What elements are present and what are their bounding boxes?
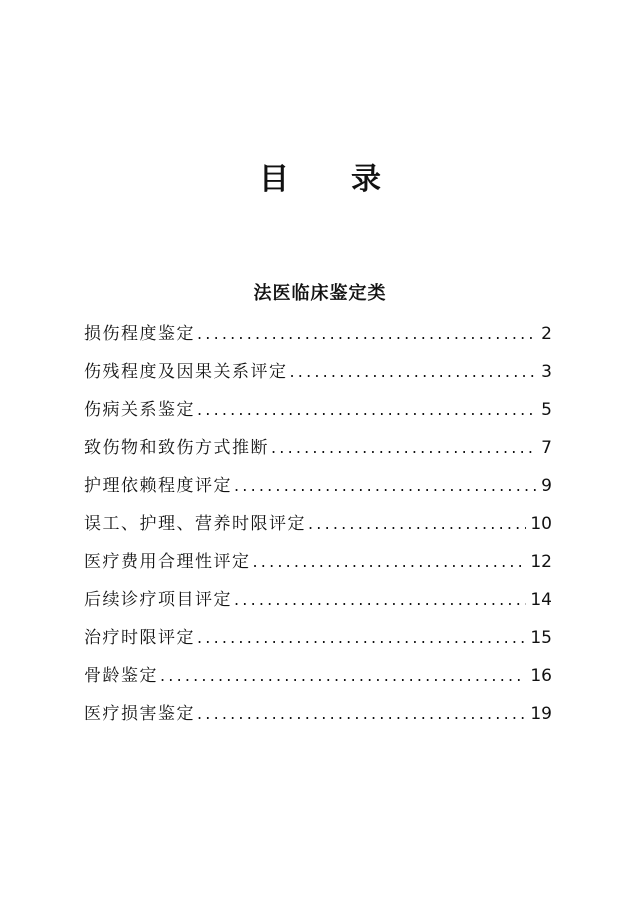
table-of-contents: [84, 316, 552, 734]
toc-entry-label: 误工、护理、营养时限评定: [84, 514, 306, 534]
toc-entry-label: 医疗损害鉴定: [84, 704, 195, 724]
toc-entry-treatment-duration[interactable]: [84, 620, 552, 658]
toc-entry-page-number: 9: [541, 476, 552, 496]
toc-entry-follow-up-treatment[interactable]: [84, 582, 552, 620]
toc-entry-medical-damage[interactable]: [84, 696, 552, 734]
toc-dot-leader: [253, 544, 527, 580]
toc-entry-label: 致伤物和致伤方式推断: [84, 438, 269, 458]
toc-entry-weapon-inference[interactable]: [84, 430, 552, 468]
toc-entry-page-number: 2: [541, 324, 552, 344]
page-title: [0, 160, 640, 200]
toc-entry-label: 医疗费用合理性评定: [84, 552, 251, 572]
toc-entry-medical-cost[interactable]: [84, 544, 552, 582]
toc-entry-page-number: 7: [541, 438, 552, 458]
toc-entry-leave-duration[interactable]: [84, 506, 552, 544]
toc-dot-leader: [234, 582, 526, 618]
toc-entry-bone-age[interactable]: [84, 658, 552, 696]
section-title: 法医临床鉴定类: [253, 283, 387, 304]
toc-entry-page-number: 5: [541, 400, 552, 420]
toc-dot-leader: [197, 316, 537, 352]
toc-entry-label: 护理依赖程度评定: [84, 476, 232, 496]
toc-entry-page-number: 12: [530, 552, 552, 572]
toc-dot-leader: [197, 392, 537, 428]
toc-entry-page-number: 3: [541, 362, 552, 382]
toc-entry-page-number: 10: [530, 514, 552, 534]
toc-dot-leader: [197, 696, 526, 732]
toc-dot-leader: [308, 506, 526, 542]
title-char-2: 录: [351, 162, 381, 197]
toc-entry-injury-degree[interactable]: [84, 316, 552, 354]
toc-entry-disability-causality[interactable]: [84, 354, 552, 392]
toc-entry-label: 伤病关系鉴定: [84, 400, 195, 420]
toc-entry-label: 后续诊疗项目评定: [84, 590, 232, 610]
toc-entry-label: 损伤程度鉴定: [84, 324, 195, 344]
toc-dot-leader: [234, 468, 537, 504]
toc-entry-injury-disease-relation[interactable]: [84, 392, 552, 430]
toc-entry-page-number: 16: [530, 666, 552, 686]
toc-entry-nursing-dependency[interactable]: [84, 468, 552, 506]
toc-dot-leader: [197, 620, 526, 656]
toc-entry-page-number: 15: [530, 628, 552, 648]
toc-entry-label: 治疗时限评定: [84, 628, 195, 648]
toc-entry-page-number: 19: [530, 704, 552, 724]
toc-entry-label: 骨龄鉴定: [84, 666, 158, 686]
toc-dot-leader: [160, 658, 526, 694]
title-char-1: 目: [259, 162, 289, 197]
toc-entry-label: 伤残程度及因果关系评定: [84, 362, 288, 382]
toc-dot-leader: [271, 430, 537, 466]
toc-dot-leader: [290, 354, 538, 390]
toc-entry-page-number: 14: [530, 590, 552, 610]
